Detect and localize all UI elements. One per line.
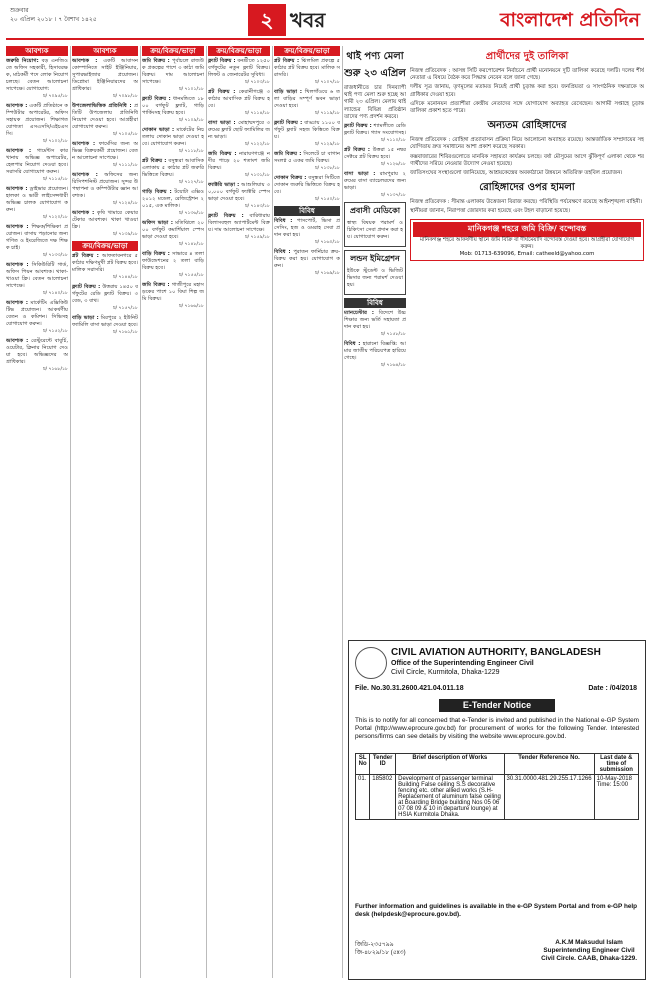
ad-title: দোকান বিক্রয় : bbox=[274, 175, 307, 181]
tender-date: Date : /04/2018 bbox=[588, 685, 637, 692]
issue-day: শুক্রবার bbox=[10, 7, 29, 14]
column-heading: আবশ্যক bbox=[72, 46, 138, 56]
ad-title: বাড়ি ভাড়া : bbox=[274, 89, 302, 95]
classified-ad bbox=[6, 103, 68, 145]
news-1-paragraph: এদিকে মনোনয়ন প্রত্যাশীরা কেন্দ্রীয় নেতাদের সঙ্গে যোগাযোগ অব্যাহত রেখেছেন। আগামী সপ্তাহে চূড়ান্ত তালিকা প্রকাশ হতে পারে। bbox=[410, 100, 644, 115]
ad-ref: চ/ ৭১৫৫/১৮ bbox=[179, 273, 204, 278]
column-heading: বিবিধ bbox=[344, 298, 406, 308]
ad-ref: চ/ ৭১৬৮/১৮ bbox=[43, 367, 68, 372]
ad-title: আবশ্যক : bbox=[6, 300, 28, 306]
ad-ref: চ/ ৭১৩৩/১৮ bbox=[43, 253, 68, 258]
issue-date-text: ২০ এপ্রিল ২০১৮ । ৭ বৈশাখ ১৪২৫ bbox=[10, 16, 97, 23]
tender-cell: 185802 bbox=[370, 775, 396, 820]
ad-text: কৃষি খামারে কেয়ারটেকার আবশ্যক। থাকা খাওয়া ফ্রি। bbox=[72, 210, 138, 230]
tender-column-header: Brief description of Works bbox=[396, 754, 504, 775]
tender-table bbox=[355, 753, 639, 820]
ad-text: বিদেশে উচ্চশিক্ষার জন্য ভর্তি সহায়তা প্রদান করা হয়। bbox=[344, 310, 406, 331]
ad-title: বাসা ভাড়া : bbox=[344, 171, 376, 178]
ad-title: বাসা ভাড়া : bbox=[208, 120, 236, 126]
tender-column-header: Tender Reference No. bbox=[504, 754, 594, 775]
ad-text: অফিসের জন্য রিসিপশনিস্ট প্রয়োজন। সুন্দর উপস্থাপনা ও কম্পিউটার জ্ঞান আবশ্যক। bbox=[72, 172, 138, 199]
ad-text: প্রতিটি উপজেলায় প্রতিনিধি নিয়োগ দেওয়া হবে। আগ্রহীরা যোগাযোগ করুন। bbox=[72, 103, 138, 130]
tender-cell: Development of passenger terminal Building False ceiling S.S decorative fencing etc. other allied works (S.H- Replacement of aluminum false ceiling at Boarding Bridge building Nos 05 06 07 08 09 & 10 in departure lounge) at HSIA Kurmitola Dhaka. bbox=[396, 775, 504, 820]
column-heading: ক্রয়/বিক্রয়/ভাড়া bbox=[72, 241, 138, 251]
ad-title: জমি বিক্রয় : bbox=[274, 151, 302, 157]
classified-ad bbox=[208, 182, 270, 210]
ad-text: গার্মেন্টস কারখানায় অভিজ্ঞ অপারেটর, হেলপার নিয়োগ দেওয়া হবে। সরাসরি যোগাযোগ করুন। bbox=[6, 148, 68, 175]
ad-text: পাসপোর্ট, ভিসা প্রসেসিং, হজ ও ওমরাহ সেবা প্রদান করা হয়। bbox=[274, 218, 340, 238]
news-section bbox=[410, 46, 644, 631]
page-header bbox=[0, 0, 650, 44]
classified-ad bbox=[72, 210, 138, 238]
tender-body: This is to notify for all concerned that e-Tender is invited and published in the National e-GP System Portal (http://www.eprocure.gov.bd) for procurement of works for the following Tender. Interested persons/firms can see details by visiting the website www.eprocure.gov.bd. bbox=[355, 717, 639, 740]
ad-text: মোহাম্মদপুরে ৩ রুমের ফ্ল্যাট ছোট ফ্যামিলির জন্য ভাড়া। bbox=[208, 120, 270, 140]
classified-ad bbox=[72, 172, 138, 207]
ad-text: খিলগাঁওয়ে ৬ তলা বাড়ির সম্পূর্ণ ভবন ভাড়া দেওয়া হবে। bbox=[274, 89, 340, 109]
ad-title: ফ্ল্যাট বিক্রয় : bbox=[72, 284, 101, 290]
tender-signature bbox=[541, 939, 637, 963]
ad-ref: চ/ ৭১৩৭/১৮ bbox=[381, 193, 406, 199]
ad-title: ফ্ল্যাট বিক্রয় : bbox=[344, 123, 372, 130]
ad-text: শ্যামলীতে রেডি ফ্ল্যাট বিক্রয়। গ্যাস সংযোগসহ। bbox=[344, 123, 406, 137]
ad-ref: চ/ ৭১১৮/১৮ bbox=[179, 149, 204, 154]
column-heading: আবশ্যক bbox=[6, 46, 68, 56]
classified-ad bbox=[72, 284, 138, 312]
ad-ref: চ/ ৭০৯৫/১৮ bbox=[43, 94, 68, 99]
classified-ad bbox=[208, 58, 270, 86]
ad-text: মার্কেটিং এক্সিকিউটিভ প্রয়োজন। আকর্ষণীয় বেতন ও কমিশন। সিভিসহ যোগাযোগ করুন। bbox=[6, 300, 68, 327]
ad-text: বড় এনজিওতে অফিস সহকারী, হিসাবরক্ষক, মাঠকর্মী পদে লোক নিয়োগ চলছে। বেতন আলোচনা সাপেক্ষে। যোগাযোগ: bbox=[6, 58, 68, 92]
ad-ref: চ/ ৭১৬৪/১৮ bbox=[381, 363, 406, 369]
classified-ad bbox=[274, 151, 340, 172]
ad-title: প্লট বিক্রয় : bbox=[274, 58, 300, 64]
classified-ad bbox=[6, 224, 68, 259]
ad-ref: চ/ ৭১২২/১৮ bbox=[245, 142, 270, 147]
ad-title: আবশ্যক : bbox=[6, 103, 28, 109]
ad-ref: চ/ ৭১৩৮/১৮ bbox=[315, 166, 340, 171]
classified-column bbox=[72, 46, 138, 976]
ad-text: সিকিউরিটি গার্ড, অফিস পিয়ন আবশ্যক। থাকা-খাওয়া ফ্রি। বেতন আলোচনা সাপেক্ষে। bbox=[6, 262, 68, 289]
column-divider bbox=[206, 46, 207, 978]
boxed-ad-title: লন্ডন ইমিগ্রেশন bbox=[350, 254, 400, 264]
ad-title: ফ্ল্যাট বিক্রয় : bbox=[142, 96, 171, 102]
header-divider bbox=[6, 38, 644, 40]
ad-ref: চ/ ৭১৪৪/১৮ bbox=[113, 275, 138, 280]
classified-column bbox=[142, 46, 204, 976]
ad-title: প্লট বিক্রয় : bbox=[72, 253, 99, 259]
ad-title: বিবিধ : bbox=[344, 341, 361, 348]
ad-ref: চ/ ৭১৫২/১৮ bbox=[43, 329, 68, 334]
fair-text: রাজধানীতে চার দিনব্যাপী থাই পণ্য মেলা শুরু হচ্ছে আগামী ২৩ এপ্রিল। মেলায় থাইল্যান্ডের বিভিন্ন প্রতিষ্ঠান তাদের পণ্য প্রদর্শন করবে। bbox=[344, 85, 406, 120]
ad-title: বাড়ি ভাড়া : bbox=[72, 315, 99, 321]
news-2-paragraph: নিজস্ব প্রতিবেদক : রোহিঙ্গা প্রত্যাবাসন প্রক্রিয়া নিয়ে আলোচনা অব্যাহত রয়েছে। আন্তর্জাতিক সম্প্রদায়ের সহযোগিতায় দ্রুত সমাধানের আশা প্রকাশ করেছে সরকার। bbox=[410, 137, 644, 151]
classified-ad bbox=[274, 175, 340, 203]
ad-title: বাড়ি বিক্রয় : bbox=[142, 251, 170, 257]
newspaper-logo: বাংলাদেশ প্রতিদিন bbox=[499, 9, 640, 31]
classified-ad bbox=[142, 58, 204, 93]
classified-ad bbox=[208, 213, 270, 241]
ad-text: মিরপুরে ২ ইউনিট ফ্যামিলি বাসা ভাড়া দেওয়া হবে। bbox=[72, 315, 138, 328]
e-tender-notice bbox=[348, 640, 646, 980]
classified-ad bbox=[72, 58, 138, 100]
table-row bbox=[356, 775, 639, 820]
ad-text: আফতাবনগরে ৫ কাঠার দক্ষিণমুখী প্লট বিক্রয় হবে। মালিক সরাসরি। bbox=[72, 253, 138, 273]
ad-text: গাজীপুরে মহাসড়কের পাশে ১০ বিঘা শিল্প জমি বিক্রয়। bbox=[142, 282, 204, 302]
boxed-ad-text: স্বাস্থ্য বিষয়ক পরামর্শ ও চিকিৎসা সেবা প্রদান করা হয়। যোগাযোগ করুন। bbox=[347, 220, 403, 241]
tender-column-header: SL No bbox=[356, 754, 370, 775]
ad-title: বিবিধ : bbox=[274, 218, 293, 224]
ad-title: ম্যানচেস্টার : bbox=[344, 310, 374, 317]
ad-title: গাড়ি বিক্রয় : bbox=[142, 189, 172, 195]
ad-text: পূর্বাচলে রাজউক প্রকল্পের পাশে ৩ কাঠা জমি বিক্রয়। দাম আলোচনা সাপেক্ষে। bbox=[142, 58, 204, 85]
ad-title: জমি বিক্রয় : bbox=[142, 282, 170, 288]
news-2-paragraph: জাতিসংঘের সংস্থাগুলো জানিয়েছে, আশ্রয়কেন্দ্রের অবকাঠামো উন্নয়নে অতিরিক্ত তহবিল প্রয়োজন। bbox=[410, 170, 623, 177]
land-ad-text: মানিকগঞ্জ শহরে আকর্ষণীয় স্থানে জমি বিক্রি বা দীর্ঘমেয়াদি বন্দোবস্ত দেওয়া হবে। আগ্রহীরা যোগাযোগ করুন। bbox=[419, 236, 635, 250]
boxed-ad bbox=[344, 202, 406, 247]
ad-title: জরুরি নিয়োগ: bbox=[6, 58, 39, 64]
ad-text: বারিধারায় বিলাসবহুল অ্যাপার্টমেন্ট বিক্রয়। দাম আলোচনা সাপেক্ষে। bbox=[208, 213, 270, 233]
ad-ref: চ/ ৭১০৩/১৮ bbox=[245, 80, 270, 85]
ad-ref: চ/ ৭১০৯/১৮ bbox=[179, 118, 204, 123]
tender-cell: 10-May-2018 Time: 15:00 bbox=[594, 775, 638, 820]
ad-title: অফিস ভাড়া : bbox=[142, 220, 173, 226]
caab-logo-icon bbox=[355, 647, 387, 679]
ad-ref: চ/ ৭১৬৬/১৮ bbox=[179, 304, 204, 309]
ad-ref: চ/ ৭১৫৯/১৮ bbox=[245, 235, 270, 240]
ad-ref: চ/ ৭১০৫/১৮ bbox=[113, 132, 138, 137]
news-1-paragraph: দলীয় সূত্র জানায়, তৃণমূলের মতামত নিয়েই প্রার্থী চূড়ান্ত করা হবে। জনপ্রিয়তা ও সাংগঠনিক দক্ষতাকে অগ্রাধিকার দেওয়া হবে। bbox=[410, 84, 644, 98]
ad-ref: চ/ ৭১২৬/১৮ bbox=[381, 162, 406, 168]
classified-ad bbox=[208, 89, 270, 117]
classified-ad bbox=[344, 147, 406, 168]
ad-ref: চ/ ৭১০২/১৮ bbox=[43, 139, 68, 144]
ad-title: আবশ্যক : bbox=[6, 338, 29, 344]
ad-ref: চ/ ৭১০১/১৮ bbox=[179, 87, 204, 92]
tender-column-header: Tender ID bbox=[370, 754, 396, 775]
ad-text: বসুন্ধরা আবাসিক এলাকায় ৫ কাঠার প্লট জরুরি ভিত্তিতে বিক্রয়। bbox=[142, 158, 204, 178]
ad-ref: চ/ ৭১৪৩/১৮ bbox=[245, 204, 270, 209]
ad-ref: চ/ ৭১৬১/১৮ bbox=[113, 330, 138, 335]
classified-column bbox=[344, 46, 406, 631]
fair-headline: থাই পণ্য মেলা শুরু ২৩ এপ্রিল bbox=[344, 51, 406, 79]
classified-ad bbox=[208, 120, 270, 148]
ad-text: উত্তরায় ১৪৫০ বর্গফুটের রেডি ফ্ল্যাট বিক্রয়। ৩ বেড, ৩ বাথ। bbox=[72, 284, 138, 304]
ad-title: আবশ্যক : bbox=[6, 148, 32, 154]
ad-ref: চ/ ৭১১৯/১৮ bbox=[315, 111, 340, 116]
ad-ref: চ/ ৭১২৪/১৮ bbox=[113, 201, 138, 206]
ad-text: বসুন্ধরা সিটিতে দোকান জরুরি ভিত্তিতে বিক্রয় হবে। bbox=[274, 175, 340, 195]
ad-ref: চ/ ৭১৩৬/১৮ bbox=[179, 211, 204, 216]
ad-ref: চ/ ৭১৩৯/১৮ bbox=[113, 232, 138, 237]
column-heading: ক্রয়/বিক্রয়/ভাড়া bbox=[142, 46, 204, 56]
classified-ad bbox=[142, 220, 204, 248]
ad-text: রেস্টুরেন্টে বাবুর্চি, ওয়েটার, ক্লিনার নিয়োগ দেওয়া হবে। অভিজ্ঞদের অগ্রাধিকার। bbox=[6, 338, 68, 365]
ad-ref: চ/ ৭১৬০/১৮ bbox=[315, 240, 340, 245]
ad-text: টয়োটা এক্সিও ২০১২ মডেল, রেজিস্ট্রেশন ২০১৫, এক মালিক। bbox=[142, 189, 204, 209]
land-ad-title: মানিকগঞ্জ শহরে জমি বিক্রি/ বন্দোবস্ত bbox=[413, 222, 641, 237]
ad-title: প্লট বিক্রয় : bbox=[208, 89, 236, 95]
classified-ad bbox=[142, 189, 204, 217]
ad-text: ঝিলমিল প্রকল্পে ৫ কাঠার প্লট বিক্রয় হবে। মালিক সরাসরি। bbox=[274, 58, 340, 78]
ad-title: ফ্ল্যাট বিক্রয় : bbox=[208, 213, 244, 219]
news-3-paragraph: নিজস্ব প্রতিবেদক : সীমান্ত এলাকায় উত্তেজনা বিরাজ করছে। পরিস্থিতি পর্যবেক্ষণে রয়েছে আইনশৃঙ্খলা বাহিনী। bbox=[410, 199, 643, 206]
ad-title: আবশ্যক : bbox=[72, 141, 96, 147]
ad-title: প্লট বিক্রয় : bbox=[344, 147, 370, 154]
ad-text: ফার্মেসির জন্য অভিজ্ঞ বিক্রয়কর্মী প্রয়োজন। বেতন আলোচনা সাপেক্ষে। bbox=[72, 141, 138, 161]
ad-ref: চ/ ৭১৬৯/১৮ bbox=[315, 271, 340, 276]
page-number: ২ bbox=[248, 4, 286, 36]
ad-text: একটি প্রতিষ্ঠানে কম্পিউটার অপারেটর, অফিস সহায়ক প্রয়োজন। শিক্ষাগত যোগ্যতা এসএসসি/এইচএসসি। bbox=[6, 103, 68, 137]
ad-title: জমি বিক্রয় : bbox=[142, 58, 170, 64]
ad-ref: চ/ ৭১২৭/১৮ bbox=[179, 180, 204, 185]
classified-ad bbox=[344, 310, 406, 338]
ad-text: মতিঝিলে ২০০০ বর্গফুট কমার্শিয়াল স্পেস ভাড়া দেওয়া হবে। bbox=[142, 220, 204, 240]
ad-text: একটি আবাসন কোম্পানিতে সাইট ইঞ্জিনিয়ার, সুপারভাইজার প্রয়োজন। ডিপ্লোমা ইঞ্জিনিয়ারদের অগ্রাধিকার। bbox=[72, 58, 138, 92]
ad-title: আবশ্যক : bbox=[72, 172, 98, 178]
tender-address: Civil Circle, Kurmitola, Dhaka-1229 bbox=[391, 669, 500, 676]
classified-ad bbox=[142, 251, 204, 279]
boxed-ad bbox=[344, 250, 406, 295]
ad-title: ফ্যাক্টরি ভাড়া : bbox=[208, 182, 240, 188]
ad-text: বাড্ডায় ১১০০ বর্গফুট ফ্ল্যাট সহজ কিস্তিতে বিক্রয়। bbox=[274, 120, 340, 140]
ad-title: প্লট বিক্রয় : bbox=[142, 158, 167, 164]
classified-ad bbox=[6, 58, 68, 100]
ad-ref: চ/ ৭১১০/১৮ bbox=[381, 138, 406, 144]
classified-ad bbox=[6, 186, 68, 221]
column-heading: ক্রয়/বিক্রয়/ভাড়া bbox=[208, 46, 270, 56]
news-3-paragraph: স্থানীয়রা জানান, নিরাপত্তা জোরদার করা হয়েছে এবং টহল বাড়ানো হয়েছে। bbox=[410, 208, 570, 215]
ad-title: দোকান ভাড়া : bbox=[142, 127, 175, 133]
ad-text: রামপুরায় ২ রুমের বাসা ব্যাচেলরদের জন্য ভাড়া। bbox=[344, 171, 406, 192]
classified-ad bbox=[6, 262, 68, 297]
classified-ad bbox=[274, 249, 340, 277]
tender-office: Office of the Superintending Engineer Civil bbox=[391, 660, 534, 667]
classified-ad bbox=[142, 158, 204, 186]
ad-ref: চ/ ৭১৫০/১৮ bbox=[315, 197, 340, 202]
ad-ref: চ/ ৭১১৪/১৮ bbox=[245, 111, 270, 116]
classified-ad bbox=[208, 151, 270, 179]
tender-org: CIVIL AVIATION AUTHORITY, BANGLADESH bbox=[391, 647, 601, 658]
ad-text: ড্রাইভার প্রয়োজন। হালকা ও ভারী লাইসেন্সধারী অভিজ্ঞ চালক যোগাযোগ করুন। bbox=[6, 186, 68, 213]
ad-ref: চ/ ৭১৩১/১৮ bbox=[245, 173, 270, 178]
classified-ad bbox=[142, 127, 204, 155]
column-heading: ক্রয়/বিক্রয়/ভাড়া bbox=[274, 46, 340, 56]
classified-ad bbox=[72, 315, 138, 336]
classified-column bbox=[208, 46, 270, 976]
classified-ad bbox=[274, 218, 340, 246]
ad-title: জমি বিক্রয় : bbox=[208, 151, 237, 157]
ad-ref: চ/ ৭১৪৮/১৮ bbox=[179, 242, 204, 247]
ad-text: নারায়ণগঞ্জে নদীর পাড়ে ২০ শতাংশ জমি বিক্রয়। bbox=[208, 151, 270, 171]
classified-ad bbox=[6, 338, 68, 373]
classified-ad bbox=[142, 96, 204, 124]
column-divider bbox=[140, 46, 141, 978]
tender-band: E-Tender Notice bbox=[439, 699, 555, 712]
ad-text: সিলেটে চা বাগান সংলগ্ন ৫ একর জমি বিক্রয়। bbox=[274, 151, 340, 164]
ad-title: ফ্ল্যাট বিক্রয় : bbox=[208, 58, 236, 64]
ad-ref: চ/ ৭১৪০/১৮ bbox=[43, 291, 68, 296]
tender-further-info: Further information and guidelines is available in the e-GP System Portal and from e-GP help desk (helpdesk@eprocure.gov.bd). bbox=[355, 903, 638, 918]
ad-title: বিবিধ : bbox=[274, 249, 291, 255]
classified-ad bbox=[344, 171, 406, 199]
ad-ref: চ/ ৭০৯৮/১৮ bbox=[113, 94, 138, 99]
land-sale-ad bbox=[410, 219, 644, 261]
classified-ad bbox=[142, 282, 204, 310]
column-divider bbox=[70, 46, 71, 978]
ad-title: উপজেলাভিত্তিক প্রতিনিধি : bbox=[72, 103, 132, 109]
news-headline-3: রোহিঙ্গাদের ওপর হামলা bbox=[479, 182, 575, 194]
ad-ref: চ/ ৭১০৭/১৮ bbox=[315, 80, 340, 85]
ad-ref: চ/ ৭১১৫/১৮ bbox=[43, 177, 68, 182]
ad-title: আবশ্যক : bbox=[6, 186, 28, 192]
signer-org: Civil Circle. CAAB, Dhaka-1229. bbox=[541, 955, 637, 962]
classified-column bbox=[274, 46, 340, 976]
ad-text: পুরাতন ফার্নিচার ক্রয়-বিক্রয় করা হয়। যোগাযোগ করুন। bbox=[274, 249, 340, 269]
section-title: খবর bbox=[290, 8, 326, 32]
news-headline-2: অন্যতম রোহিঙ্গাদের bbox=[487, 120, 567, 132]
ad-ref: চ/ ৭১৫৮/১৮ bbox=[381, 332, 406, 338]
classified-ad bbox=[6, 300, 68, 335]
ad-text: সাভারে ৪ তলা ফাউন্ডেশনের ২ তলা বাড়ি বিক্রয় হবে। bbox=[142, 251, 204, 271]
classified-ad bbox=[274, 58, 340, 86]
boxed-ad-title: প্রবাসী মেডিকো bbox=[349, 206, 401, 216]
classified-ad bbox=[72, 103, 138, 138]
ad-text: হারানো বিজ্ঞপ্তি: আমার জাতীয় পরিচয়পত্র হারিয়ে গেছে। bbox=[344, 341, 406, 362]
tender-cell: 01. bbox=[356, 775, 370, 820]
issue-date bbox=[10, 6, 97, 24]
ad-title: আবশ্যক : bbox=[72, 58, 98, 64]
boxed-ad-text: ইউকে স্টুডেন্ট ও ভিজিট ভিসার জন্য পরামর্শ দেওয়া হয়। bbox=[347, 268, 403, 289]
column-heading: বিবিধ bbox=[274, 206, 340, 216]
classified-ad bbox=[274, 89, 340, 117]
ad-ref: চ/ ৭১৫৭/১৮ bbox=[113, 306, 138, 311]
land-ad-contact: Mob: 01713-639096, Email: catheeld@yahoo.com bbox=[459, 250, 595, 257]
ad-title: ফ্ল্যাট বিক্রয় : bbox=[274, 120, 303, 126]
classified-ad bbox=[344, 341, 406, 369]
tender-cell: 30.31.0000.481.29.255.17.1266 bbox=[504, 775, 594, 820]
ad-ref: চ/ ৭১২০/১৮ bbox=[43, 215, 68, 220]
ad-title: আবশ্যক : bbox=[6, 224, 29, 230]
ad-title: আবশ্যক : bbox=[6, 262, 29, 268]
classified-ad bbox=[72, 141, 138, 169]
column-divider bbox=[272, 46, 273, 978]
tender-file-no: File. No.30.31.2600.421.04.011.18 bbox=[355, 685, 464, 692]
tender-column-header: Last date & time of submission bbox=[594, 754, 638, 775]
news-2-paragraph: কক্সবাজারের শিবিরগুলোতে মানবিক সহায়তা কার্যক্রম চলছে। বর্ষা মৌসুমের আগে ঝুঁকিপূর্ণ এলাকা থেকে শরণার্থীদের সরিয়ে নেওয়ার উদ্যোগ নেওয়া হয়েছে। bbox=[410, 153, 644, 167]
classified-ad bbox=[274, 120, 340, 148]
column-divider bbox=[342, 46, 343, 978]
ad-text: উত্তরা ১৫ নম্বর সেক্টরে প্লট বিক্রয় হবে। bbox=[344, 147, 406, 161]
news-headline-1: প্রার্থীদের দুই তালিকা bbox=[485, 51, 569, 62]
ad-text: মার্কেটের নিচতলায় দোকান ভাড়া দেওয়া হবে। যোগাযোগ করুন। bbox=[142, 127, 204, 147]
ad-ref: চ/ ৭১২৯/১৮ bbox=[315, 142, 340, 147]
tender-ref: জিডি-২৩৫৭৯৯ জি-৪৮২৯/১৮ (৫x৩) bbox=[355, 942, 406, 956]
classified-ad bbox=[6, 148, 68, 183]
classified-ad bbox=[72, 253, 138, 281]
ad-text: আশুলিয়ায় ৩০,০০০ বর্গফুট ফ্যাক্টরি স্পেস ভাড়া দেওয়া হবে। bbox=[208, 182, 270, 202]
ad-text: শিক্ষক/শিক্ষিকা প্রয়োজন। বাসায় পড়ানোর জন্য গণিত ও ইংরেজিতে দক্ষ শিক্ষক চাই। bbox=[6, 224, 68, 251]
ad-title: আবশ্যক : bbox=[72, 210, 95, 216]
ad-text: ধানমন্ডিতে ১৮০০ বর্গফুট ফ্ল্যাট, গাড়ি পার্কিংসহ বিক্রয় হবে। bbox=[142, 96, 204, 116]
news-1-paragraph: নিজস্ব প্রতিবেদক : আসন্ন সিটি করপোরেশন নির্বাচনে প্রার্থী মনোনয়নে দুটি তালিকা করেছে দলটি। দলের শীর্ষ নেতারা এ বিষয়ে বৈঠক করে সিদ্ধান্ত নেবেন বলে জানা গেছে। bbox=[410, 68, 644, 82]
classified-column bbox=[6, 46, 68, 976]
ad-text: কেরানীগঞ্জে ৩ কাঠার আবাসিক প্লট বিক্রয় হবে। bbox=[208, 89, 270, 109]
ad-text: বনশ্রীতে ১২৫০ বর্গফুটের নতুন ফ্ল্যাট বিক্রয়। লিফট ও জেনারেটর সুবিধা। bbox=[208, 58, 270, 78]
classified-ad bbox=[344, 123, 406, 144]
signer-name: A.K.M Maksudul Islam bbox=[555, 939, 623, 946]
ad-ref: চ/ ৭১১১/১৮ bbox=[113, 163, 138, 168]
signer-title: Superintending Engineer Civil bbox=[543, 947, 635, 954]
